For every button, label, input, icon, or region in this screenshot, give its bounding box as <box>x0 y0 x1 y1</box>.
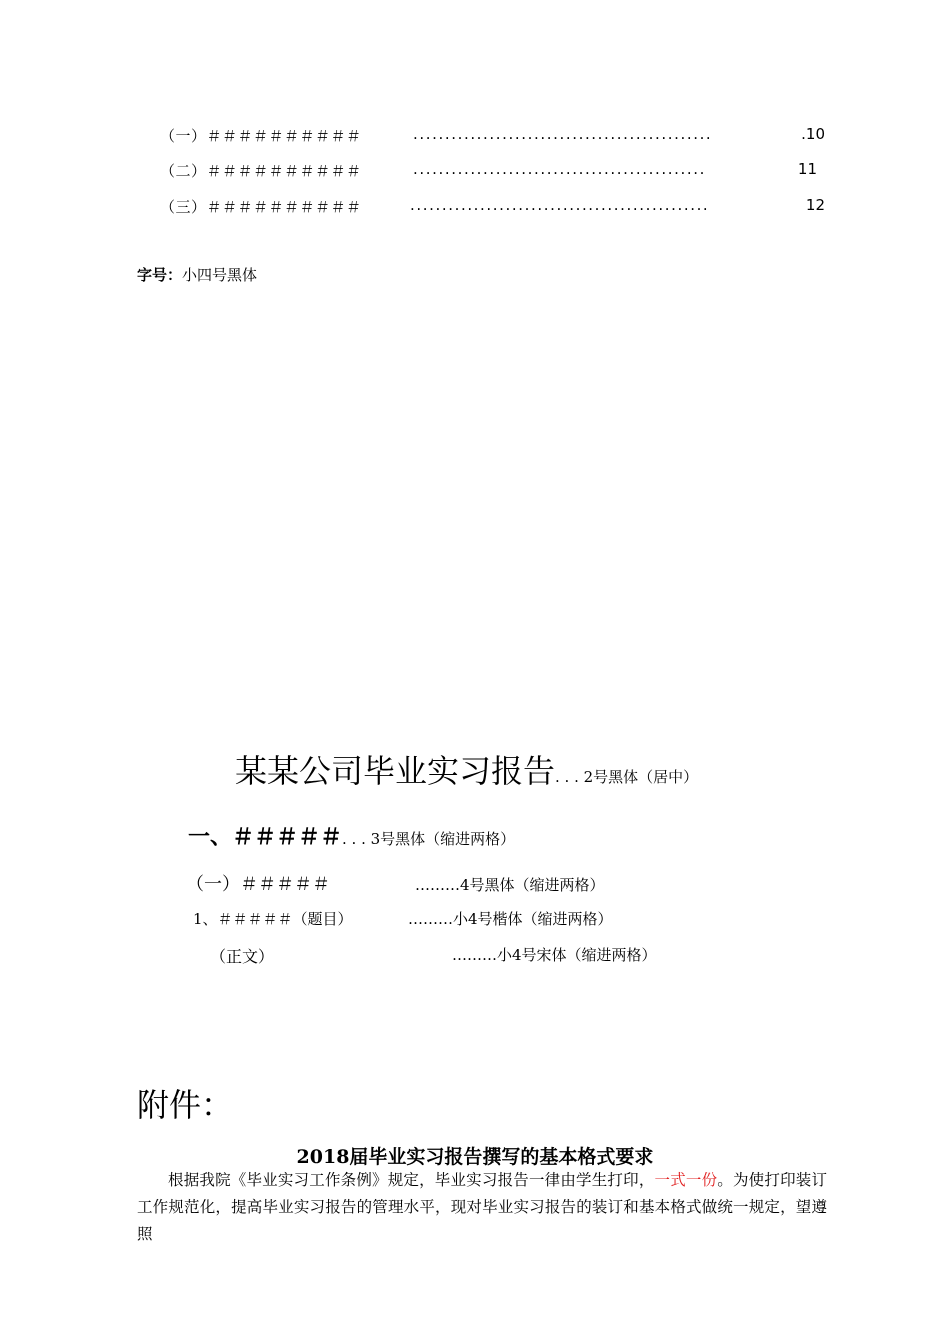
sample-h1-note: . . . 3号黑体（缩进两格） <box>342 830 516 848</box>
paragraph-text-end: 。为使打印装订工作规范化，提高毕业实习报告的管理水平，现对毕业实习报告的装订和基本格式做统一规定，望遵照 <box>137 1171 827 1243</box>
toc-entry <box>160 160 825 184</box>
requirements-title: 2018届毕业实习报告撰写的基本格式要求 <box>296 1146 654 1168</box>
toc-entry <box>160 125 825 149</box>
annex-heading: 附件： <box>137 1086 234 1124</box>
paragraph-text-start: 根据我院《毕业实习工作条例》规定，毕业实习报告一律由学生打印， <box>168 1171 655 1189</box>
font-size-note <box>137 264 257 285</box>
sample-h3: 1、＃＃＃＃＃（题目） <box>193 910 353 928</box>
font-size-note-value: 小四号黑体 <box>182 266 258 284</box>
toc-entry-page: .10 <box>801 125 825 143</box>
toc-entry-label: （一）＃＃＃＃＃＃＃＃＃＃ <box>160 127 362 145</box>
sample-h1-line <box>188 820 515 851</box>
requirements-paragraph <box>137 1167 827 1248</box>
sample-title: 某某公司毕业实习报告 <box>235 752 556 790</box>
font-size-note-label: 字号： <box>137 266 183 284</box>
sample-body-note: ………小4号宋体（缩进两格） <box>452 946 657 964</box>
toc-entry <box>160 196 825 220</box>
sample-body: （正文） <box>210 947 275 966</box>
sample-h2-note: ………4号黑体（缩进两格） <box>415 876 605 894</box>
sample-h1: 一、＃＃＃＃＃ <box>188 825 343 850</box>
sample-h2-line <box>186 870 330 896</box>
toc-entry-page: 12 <box>805 196 825 214</box>
sample-title-line <box>235 746 698 792</box>
toc-entry-page: 11 <box>797 160 817 178</box>
toc-entry-label: （三）＃＃＃＃＃＃＃＃＃＃ <box>160 198 362 216</box>
paragraph-highlight: 一式一份 <box>654 1171 718 1189</box>
toc-entry-dots: .............................................. <box>413 160 706 178</box>
sample-h2: （一）＃＃＃＃＃ <box>186 874 330 895</box>
toc-entry-label: （二）＃＃＃＃＃＃＃＃＃＃ <box>160 162 362 180</box>
sample-h3-note: ………小4号楷体（缩进两格） <box>408 910 613 928</box>
toc-entry-dots: ............................................... <box>413 125 713 143</box>
sample-title-note: . . . 2号黑体（居中） <box>555 768 699 786</box>
toc-entry-dots: ............................................... <box>410 196 710 214</box>
